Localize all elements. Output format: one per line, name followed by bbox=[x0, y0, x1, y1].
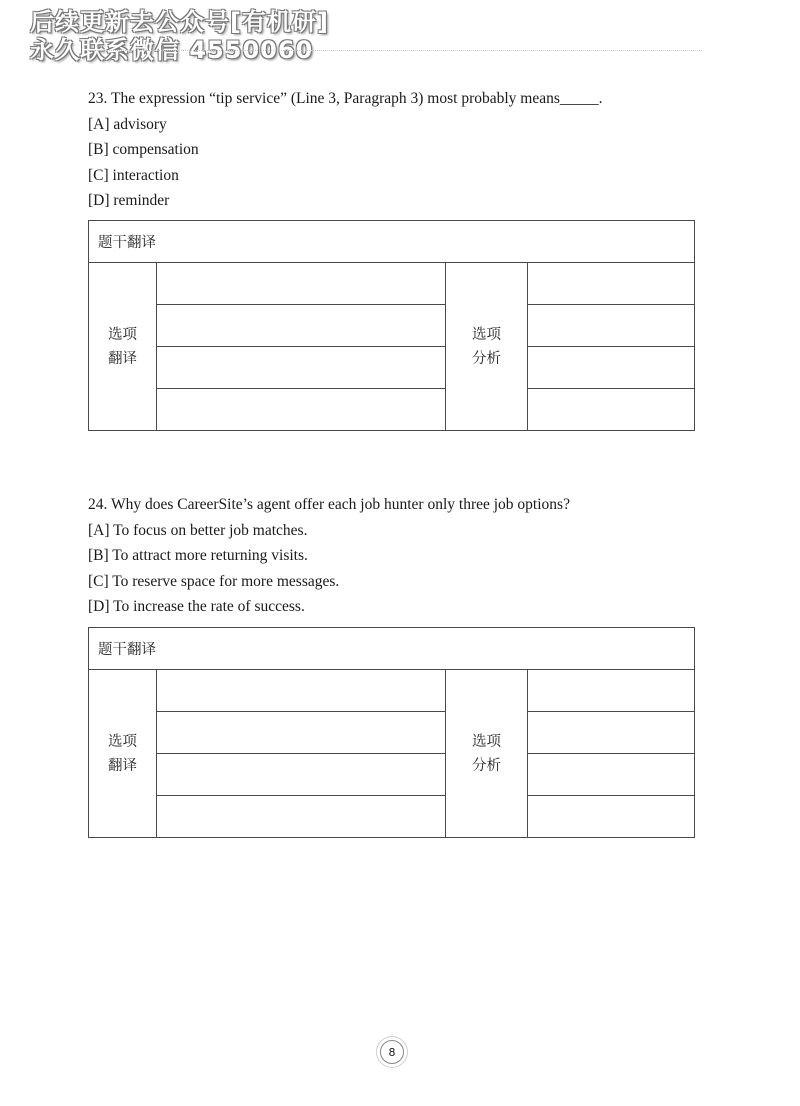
option-d: [D] reminder bbox=[88, 192, 170, 209]
watermark-line-2: 永久联系微信 4550060 bbox=[30, 36, 314, 64]
option-translation-label-line1: 选项 bbox=[108, 733, 137, 750]
option-translation-cell[interactable] bbox=[157, 670, 446, 712]
option-translation-label bbox=[89, 263, 157, 431]
option-analysis-cell[interactable] bbox=[528, 754, 695, 796]
option-analysis-cell[interactable] bbox=[528, 347, 695, 389]
option-c: [C] interaction bbox=[88, 166, 179, 184]
option-translation-cell[interactable] bbox=[157, 712, 446, 754]
option-analysis-cell[interactable] bbox=[528, 796, 695, 838]
option-analysis-label-line2: 分析 bbox=[472, 757, 501, 774]
answer-table-23 bbox=[88, 220, 695, 431]
option-analysis-cell[interactable] bbox=[528, 263, 695, 305]
question-prompt: 24. Why does CareerSite’s agent offer each job hunter only three job options? bbox=[88, 496, 570, 513]
option-translation-cell[interactable] bbox=[157, 796, 446, 838]
option-b: [B] compensation bbox=[88, 141, 199, 158]
option-analysis-cell[interactable] bbox=[528, 712, 695, 754]
option-analysis-cell[interactable] bbox=[528, 305, 695, 347]
option-a: [A] advisory bbox=[88, 115, 167, 133]
option-analysis-cell[interactable] bbox=[528, 389, 695, 431]
answer-table-24 bbox=[88, 627, 695, 838]
option-translation-cell[interactable] bbox=[157, 389, 446, 431]
question-24 bbox=[88, 492, 570, 620]
stem-translation-label: 题干翻译 bbox=[89, 628, 695, 670]
option-analysis-cell[interactable] bbox=[528, 670, 695, 712]
option-translation-cell[interactable] bbox=[157, 347, 446, 389]
header-divider bbox=[88, 50, 702, 51]
option-translation-label-line1: 选项 bbox=[108, 326, 137, 343]
option-translation-cell[interactable] bbox=[157, 305, 446, 347]
watermark bbox=[30, 8, 329, 64]
option-analysis-label bbox=[446, 670, 528, 838]
page-number: 8 bbox=[380, 1040, 404, 1064]
question-prompt: 23. The expression “tip service” (Line 3, Paragraph 3) most probably means_____. bbox=[88, 90, 603, 107]
option-translation-cell[interactable] bbox=[157, 754, 446, 796]
option-translation-label-line2: 翻译 bbox=[108, 757, 137, 774]
watermark-line-1: 后续更新去公众号[有机研] bbox=[30, 8, 329, 36]
option-b: [B] To attract more returning visits. bbox=[88, 547, 308, 564]
option-a: [A] To focus on better job matches. bbox=[88, 521, 308, 539]
option-d: [D] To increase the rate of success. bbox=[88, 598, 305, 615]
option-c: [C] To reserve space for more messages. bbox=[88, 572, 340, 590]
option-analysis-label bbox=[446, 263, 528, 431]
question-23 bbox=[88, 86, 603, 214]
option-translation-cell[interactable] bbox=[157, 263, 446, 305]
option-analysis-label-line1: 选项 bbox=[472, 326, 501, 343]
option-translation-label-line2: 翻译 bbox=[108, 350, 137, 367]
stem-translation-label: 题干翻译 bbox=[89, 221, 695, 263]
option-analysis-label-line1: 选项 bbox=[472, 733, 501, 750]
option-translation-label bbox=[89, 670, 157, 838]
option-analysis-label-line2: 分析 bbox=[472, 350, 501, 367]
